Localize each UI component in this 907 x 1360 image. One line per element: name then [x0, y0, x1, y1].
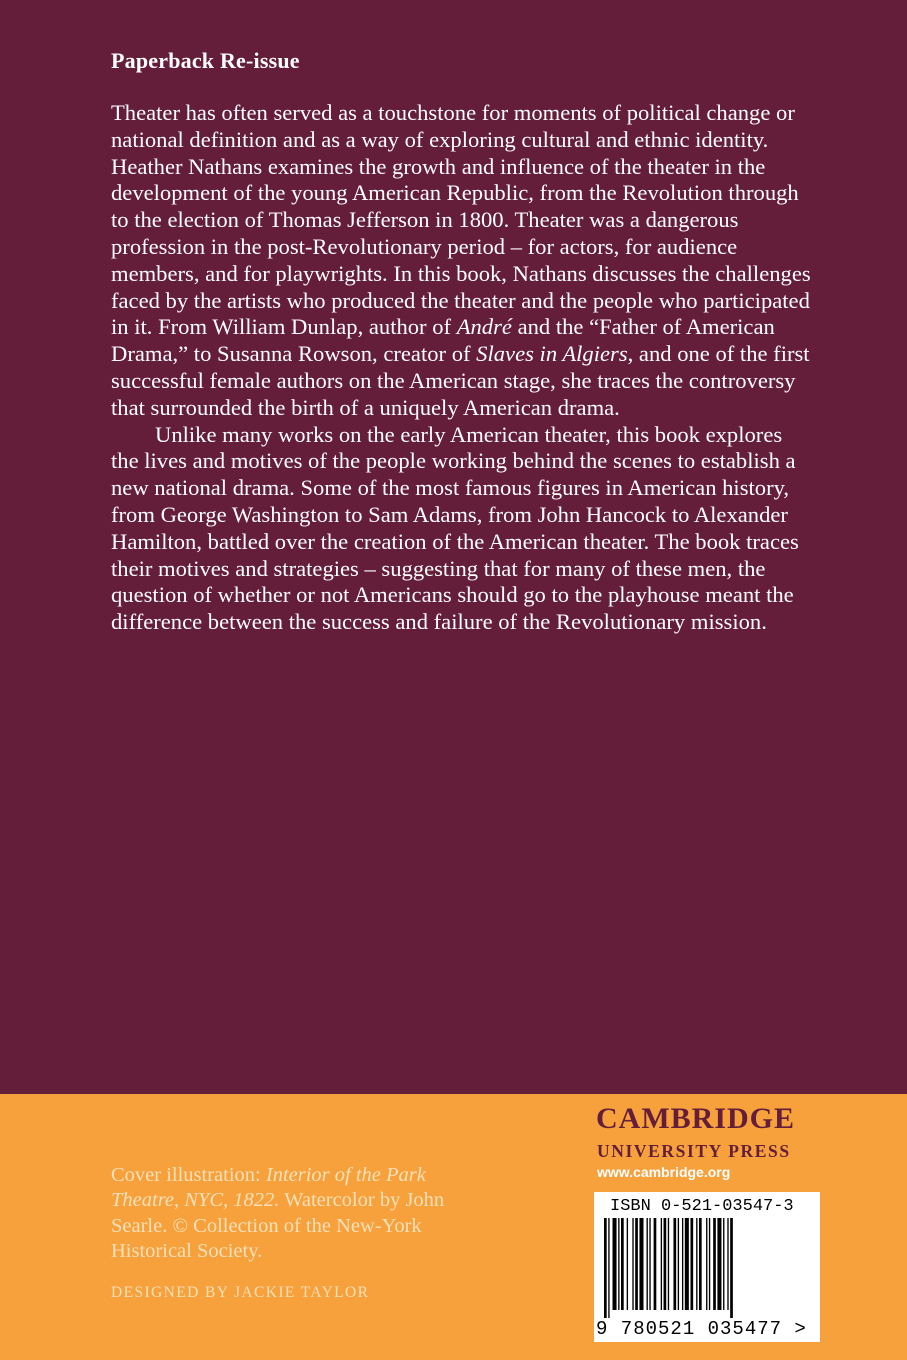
isbn-label: ISBN 0-521-03547-3 [610, 1197, 794, 1216]
barcode-bar [699, 1218, 702, 1310]
publisher-url: www.cambridge.org [597, 1164, 731, 1180]
barcode-bar [668, 1218, 669, 1310]
barcode-bar [621, 1218, 624, 1310]
barcode-bar [627, 1218, 628, 1310]
barcode-bar [649, 1218, 650, 1310]
barcode-bar [696, 1218, 697, 1310]
barcode-bar [613, 1218, 617, 1310]
blurb-italic-title: André [456, 314, 512, 340]
barcode-bar [730, 1218, 733, 1318]
barcode-bar [717, 1218, 721, 1310]
barcode-bar [690, 1218, 693, 1310]
barcode-bar [723, 1218, 724, 1310]
publisher-logo-sub: UNIVERSITY PRESS [597, 1141, 791, 1161]
barcode-bar [639, 1218, 643, 1310]
barcode-bars [604, 1218, 810, 1318]
barcode-bar [678, 1218, 679, 1310]
publisher-logo-name: CAMBRIDGE [596, 1102, 796, 1135]
barcode-bar [673, 1218, 676, 1310]
blurb-text-segment: Theater has often served as a touchstone for moments of political change or national definition and as a way of exploring cultural and ethnic identity. Heather Nathans examines the growth and influence of the theater in the development of the young American Republic, from the Revolution through to the election of Thomas Jefferson in 1800. Theater was a dangerous profession in the post-Revolutionary period – for actors, for audience members, and for playwrights. In this book, Nathans discusses the challenges faced by the artists who produced the theater and the people who participated in it. From William Dunlap, author of [111, 100, 811, 340]
blurb-paragraph-2: Unlike many works on the early American theater, this book explores the lives and motives of the people working behind the scenes to establish a new national drama. Some of the most famous figures in American history, from George Washington to Sam Adams, from John Hancock to Alexander Hamilton, battled over the creation of the American theater. The book traces their motives and strategies – suggesting that for many of these men, the question of whether or not Americans should go to the playhouse meant the difference between the success and failure of the Revolutionary mission. [111, 421, 799, 635]
barcode-bar [661, 1218, 662, 1310]
barcode-bar [604, 1218, 607, 1318]
credit-artwork-title: Interior of the Park Theatre, NYC, 1822. [111, 1164, 426, 1212]
barcode-bar [664, 1218, 667, 1310]
barcode-bar [682, 1218, 683, 1310]
credit-lead: Cover illustration: [111, 1164, 266, 1186]
designer-credit: DESIGNED BY JACKIE TAYLOR [111, 1284, 370, 1301]
barcode-bar [706, 1218, 707, 1310]
barcode-bar [727, 1218, 728, 1310]
barcode-bar [654, 1218, 657, 1310]
blurb-paragraph-1 [111, 100, 811, 422]
heading-paperback-reissue: Paperback Re-issue [111, 48, 300, 73]
barcode-bar [647, 1218, 648, 1310]
barcode-bar [608, 1218, 609, 1318]
barcode-bar [635, 1218, 638, 1310]
barcode-bar [632, 1218, 633, 1310]
blurb-text [111, 100, 811, 636]
barcode-bar [709, 1218, 710, 1310]
blurb-text-segment: , and one of the first successful female authors on the American stage, she traces the controversy that surrounded the birth of a uniquely American drama. [111, 341, 810, 420]
barcode-bar [713, 1218, 716, 1310]
blurb-text-segment: and the “Father of American Drama,” to Susanna Rowson, creator of [111, 314, 775, 367]
barcode-box [594, 1192, 820, 1342]
credit-rest: Watercolor by John Searle. © Collection of the New-York Historical Society. [111, 1189, 445, 1263]
barcode-digits: 9 780521 035477 > [596, 1318, 807, 1340]
barcode-bar [685, 1218, 689, 1310]
barcode-bar [618, 1218, 619, 1310]
blurb-italic-title: Slaves in Algiers [476, 341, 628, 367]
cover-credit [111, 1163, 461, 1265]
